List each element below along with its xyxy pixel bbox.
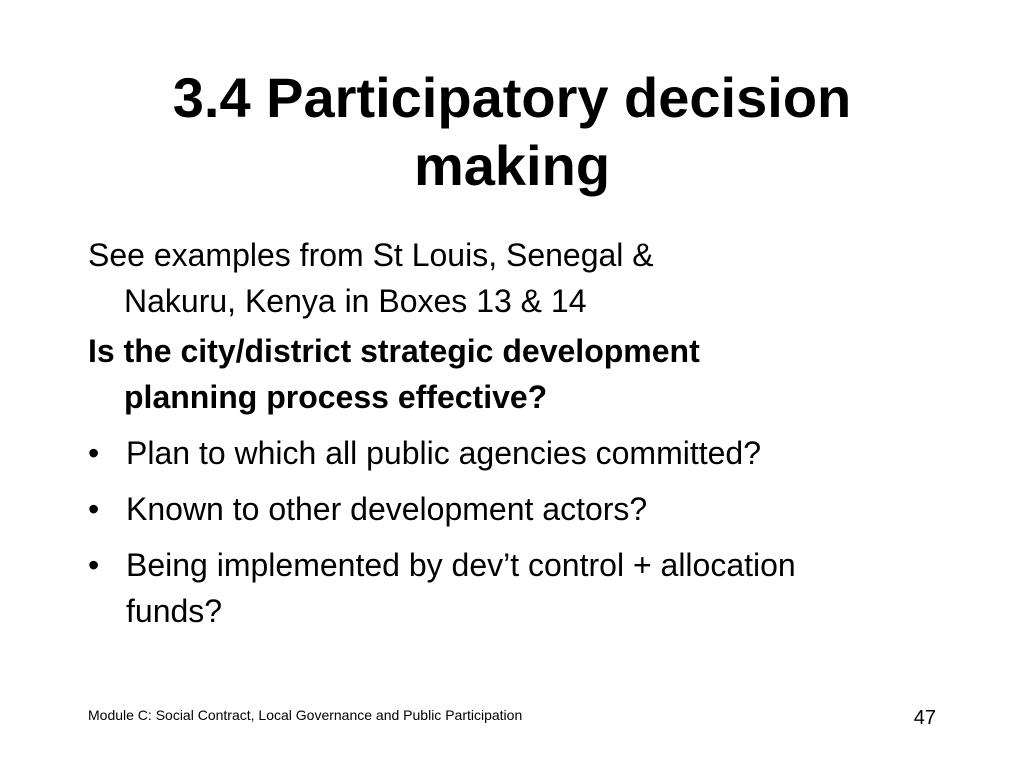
bullet-text: Plan to which all public agencies committed? <box>126 435 761 471</box>
footer-module-label: Module C: Social Contract, Local Governance and Public Participation <box>88 707 523 723</box>
page-number: 47 <box>913 707 936 729</box>
bullet-text: Being implemented by dev’t control + allocation funds? <box>126 547 796 629</box>
bullet-icon: • <box>88 491 100 527</box>
question-heading <box>88 328 968 420</box>
intro-line-1: See examples from St Louis, Senegal & <box>88 237 654 273</box>
slide-title-line-2: making <box>413 134 611 197</box>
question-line-2: planning process effective? <box>124 379 548 415</box>
slide-title-line-1: 3.4 Participatory decision <box>172 66 852 129</box>
question-line-1: Is the city/district strategic development <box>88 333 700 369</box>
bullet-list <box>88 430 968 634</box>
bullet-item <box>88 486 968 532</box>
slide-body <box>88 232 968 634</box>
intro-paragraph <box>88 232 968 324</box>
bullet-icon: • <box>88 547 100 583</box>
bullet-icon: • <box>88 435 100 471</box>
bullet-item <box>88 430 968 476</box>
slide-title <box>60 64 964 200</box>
intro-line-2: Nakuru, Kenya in Boxes 13 & 14 <box>124 283 587 319</box>
bullet-item <box>88 542 826 634</box>
bullet-text: Known to other development actors? <box>126 491 648 527</box>
